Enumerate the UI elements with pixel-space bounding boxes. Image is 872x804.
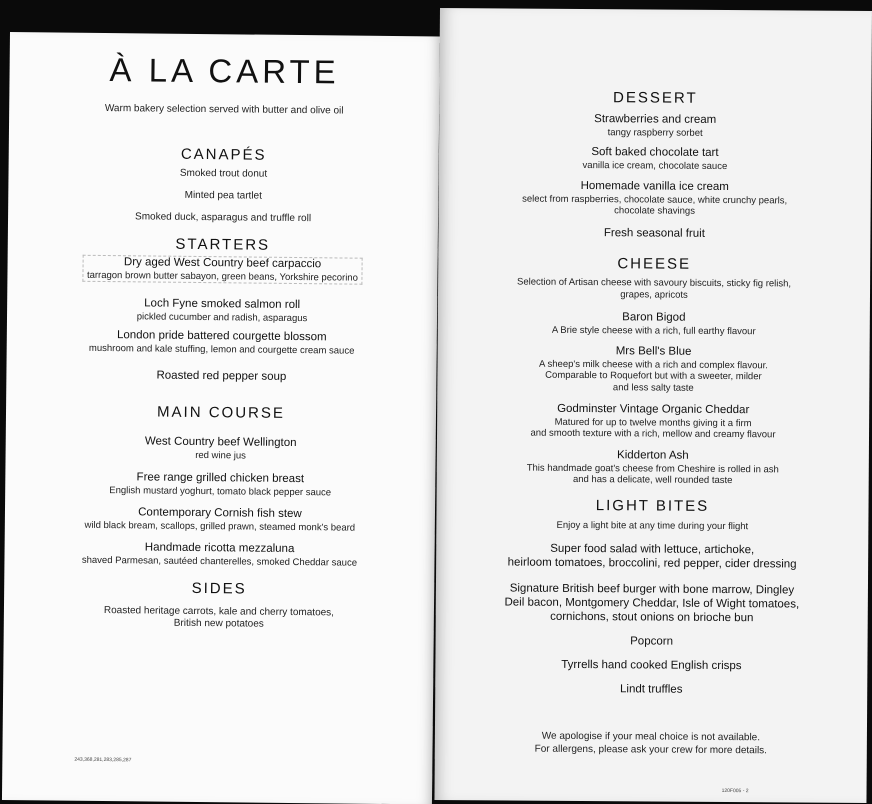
item-desc: Matured for up to twelve months giving it a firm xyxy=(554,416,752,429)
starter-highlight xyxy=(82,255,363,285)
item-name: Strawberries and cream xyxy=(594,113,717,126)
cheese-item xyxy=(437,448,869,488)
canape-item: Smoked trout donut xyxy=(179,167,268,180)
item-desc: shaved Parmesan, sautéed chanterelles, smoked Cheddar sauce xyxy=(81,554,358,569)
menu-title-block xyxy=(9,50,439,93)
item-name: Dry aged West Country beef carpaccio xyxy=(123,256,322,271)
dessert-item xyxy=(439,145,871,173)
item-desc: tangy raspberry sorbet xyxy=(607,126,703,139)
item-line: Popcorn xyxy=(630,635,674,648)
item-desc: A Brie style cheese with a rich, full earthy flavour xyxy=(551,324,756,338)
item-desc: wild black bream, scallops, grilled prawn, steamed monk's beard xyxy=(84,519,356,534)
starter-item xyxy=(7,296,437,326)
item-line: Lindt truffles xyxy=(619,683,683,696)
item-desc: A sheep's milk cheese with a rich and complex flavour. xyxy=(539,358,768,372)
cheese-item xyxy=(437,344,869,395)
light-bite-item xyxy=(435,658,867,675)
page-code: 243,368,281,283,285,287 xyxy=(74,756,132,764)
section-title: SIDES xyxy=(191,579,247,598)
dessert-item xyxy=(439,112,871,140)
item-name: Roasted red pepper soup xyxy=(156,369,287,383)
item-desc: This handmade goat's cheese from Cheshire is rolled in ash xyxy=(526,462,779,476)
section-canapes xyxy=(9,144,439,166)
section-dessert xyxy=(439,88,871,108)
item-name: Soft baked chocolate tart xyxy=(591,146,719,159)
item-desc: and less salty taste xyxy=(612,381,694,394)
sides-line: British new potatoes xyxy=(173,617,264,630)
item-name: Kidderton Ash xyxy=(617,449,689,462)
section-cheese xyxy=(438,254,870,274)
item-name: Handmade ricotta mezzaluna xyxy=(144,541,295,556)
canape-item: Minted pea tartlet xyxy=(184,189,262,202)
section-starters xyxy=(8,234,438,256)
item-desc: chocolate shavings xyxy=(614,205,696,217)
item-line: Tyrrells hand cooked English crisps xyxy=(561,658,742,673)
section-title: CANAPÉS xyxy=(180,145,267,164)
item-name: Mrs Bell's Blue xyxy=(615,345,692,358)
item-name: London pride battered courgette blossom xyxy=(116,329,327,344)
item-name: Contemporary Cornish fish stew xyxy=(138,506,302,521)
light-bite-item xyxy=(436,582,868,626)
light-bite-item xyxy=(436,634,868,651)
page-title: À LA CARTE xyxy=(109,51,340,91)
main-item xyxy=(4,540,434,570)
section-title: LIGHT BITES xyxy=(595,497,710,515)
section-sides xyxy=(4,578,434,600)
light-bites-intro: Enjoy a light bite at any time during your flight xyxy=(556,519,749,533)
item-desc: tarragon brown butter sabayon, green beans, Yorkshire pecorino xyxy=(86,269,358,284)
item-name: Godminster Vintage Organic Cheddar xyxy=(557,402,750,417)
main-item xyxy=(5,470,435,500)
cheese-item xyxy=(438,310,870,338)
item-desc: vanilla ice cream, chocolate sauce xyxy=(582,159,728,172)
right-menu-page xyxy=(434,8,872,803)
cheese-intro: Selection of Artisan cheese with savoury biscuits, sticky fig relish, xyxy=(517,276,792,290)
item-name: Homemade vanilla ice cream xyxy=(580,179,729,194)
item-name: Free range grilled chicken breast xyxy=(136,471,305,486)
bakery-intro: Warm bakery selection served with butter and olive oil xyxy=(104,102,344,117)
item-name: West Country beef Wellington xyxy=(144,435,297,450)
item-desc: select from raspberries, chocolate sauce, white crunchy pearls, xyxy=(522,193,788,207)
starter-item xyxy=(7,254,437,286)
item-desc: red wine jus xyxy=(195,449,246,462)
section-title: MAIN COURSE xyxy=(157,403,286,422)
item-desc: English mustard yoghurt, tomato black pepper sauce xyxy=(109,484,332,499)
section-title: STARTERS xyxy=(175,235,271,254)
left-menu-page xyxy=(2,32,440,804)
dessert-item xyxy=(439,179,871,219)
item-line: Deil bacon, Montgomery Cheddar, Isle of Wight tomatoes, xyxy=(504,596,800,611)
light-bite-item xyxy=(436,542,868,573)
item-desc: pickled cucumber and radish, asparagus xyxy=(136,311,308,324)
footer-note: We apologise if your meal choice is not available. xyxy=(541,730,761,744)
section-main xyxy=(6,402,436,424)
sides-line: Roasted heritage carrots, kale and cherry tomatoes, xyxy=(103,605,335,619)
section-title: CHEESE xyxy=(617,255,692,273)
light-bite-item xyxy=(435,682,867,699)
starter-item xyxy=(7,328,437,358)
section-light-bites xyxy=(436,496,868,516)
footer-note: For allergens, please ask your crew for more details. xyxy=(534,743,768,757)
canape-item: Smoked duck, asparagus and truffle roll xyxy=(134,211,312,225)
item-desc: and smooth texture with a rich, mellow and creamy flavour xyxy=(530,427,776,441)
starter-item xyxy=(6,368,436,386)
item-name: Loch Fyne smoked salmon roll xyxy=(144,297,301,312)
item-desc: and has a delicate, well rounded taste xyxy=(572,474,733,487)
item-desc: Comparable to Roquefort but with a sweeter, milder xyxy=(545,369,762,383)
item-line: cornichons, stout onions on brioche bun xyxy=(550,610,754,624)
item-line: heirloom tomatoes, broccolini, red pepper, cider dressing xyxy=(507,556,797,571)
section-title: DESSERT xyxy=(613,89,698,107)
main-item xyxy=(5,505,435,535)
main-item xyxy=(6,434,436,464)
cheese-item xyxy=(437,402,869,442)
item-desc: mushroom and kale stuffing, lemon and courgette cream sauce xyxy=(88,342,355,357)
item-name: Baron Bigod xyxy=(622,311,686,324)
cheese-intro: grapes, apricots xyxy=(620,289,688,301)
dessert-item xyxy=(438,226,870,243)
item-name: Fresh seasonal fruit xyxy=(603,227,705,240)
page-code: 120F005 - 2 xyxy=(721,787,749,795)
item-line: Super food salad with lettuce, artichoke, xyxy=(550,542,755,557)
item-line: Signature British beef burger with bone marrow, Dingley xyxy=(509,582,795,597)
